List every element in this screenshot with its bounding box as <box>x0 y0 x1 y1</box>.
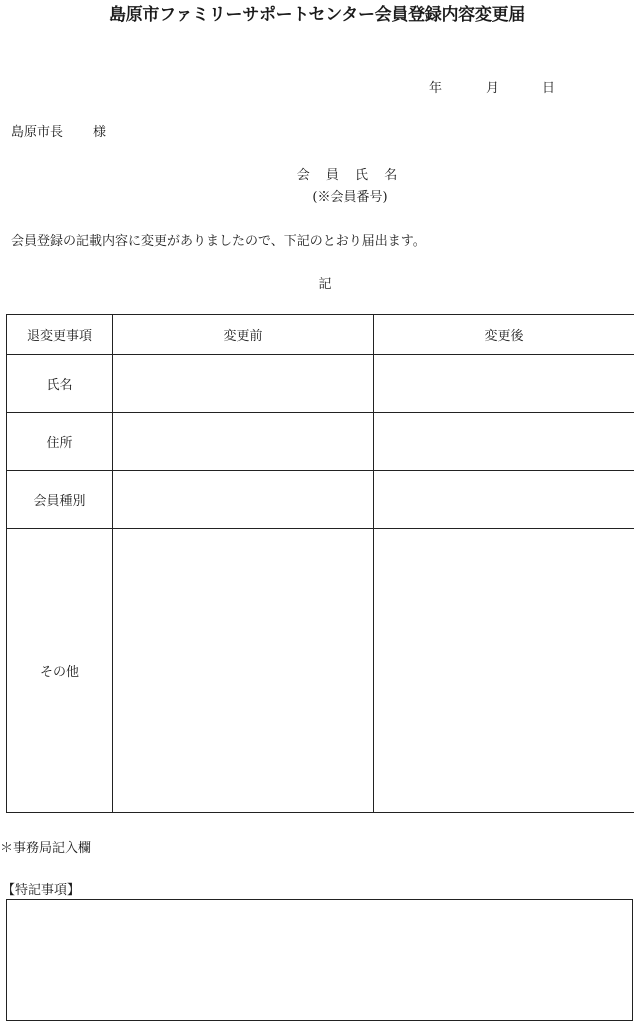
row-label-address: 住所 <box>7 413 113 471</box>
table-header-row <box>7 315 634 355</box>
ki-heading: 記 <box>318 277 332 292</box>
row-label-name: 氏名 <box>7 355 113 413</box>
header-after: 変更後 <box>374 315 634 355</box>
table-row <box>7 471 634 529</box>
member-type-after-cell[interactable] <box>374 471 634 529</box>
change-table <box>6 314 634 813</box>
table-row <box>7 413 634 471</box>
member-type-before-cell[interactable] <box>113 471 374 529</box>
date-year-label: 年 <box>429 81 443 96</box>
row-label-other: その他 <box>7 529 113 813</box>
statement-text: 会員登録の記載内容に変更がありましたので、下記のとおり届出ます。 <box>11 234 426 249</box>
member-name-label: 会 員 氏 名 <box>296 168 404 183</box>
addressee-name: 島原市長 <box>11 125 64 140</box>
header-before: 変更前 <box>113 315 374 355</box>
special-notes-label: 【特記事項】 <box>2 883 81 898</box>
other-after-cell[interactable] <box>374 529 634 813</box>
header-item: 退変更事項 <box>7 315 113 355</box>
office-use-note: ＊事務局記入欄 <box>0 841 92 856</box>
date-day-label: 日 <box>542 81 556 96</box>
addressee <box>11 121 106 140</box>
name-after-cell[interactable] <box>374 355 634 413</box>
address-before-cell[interactable] <box>113 413 374 471</box>
table-row <box>7 529 634 813</box>
date-month-label: 月 <box>486 81 500 96</box>
member-number-label: (※会員番号) <box>312 190 388 205</box>
special-notes-box[interactable] <box>6 899 633 1021</box>
name-before-cell[interactable] <box>113 355 374 413</box>
other-before-cell[interactable] <box>113 529 374 813</box>
addressee-honorific: 様 <box>93 125 107 140</box>
address-after-cell[interactable] <box>374 413 634 471</box>
row-label-member-type: 会員種別 <box>7 471 113 529</box>
document-title: 島原市ファミリーサポートセンター会員登録内容変更届 <box>109 5 525 25</box>
table-row <box>7 355 634 413</box>
